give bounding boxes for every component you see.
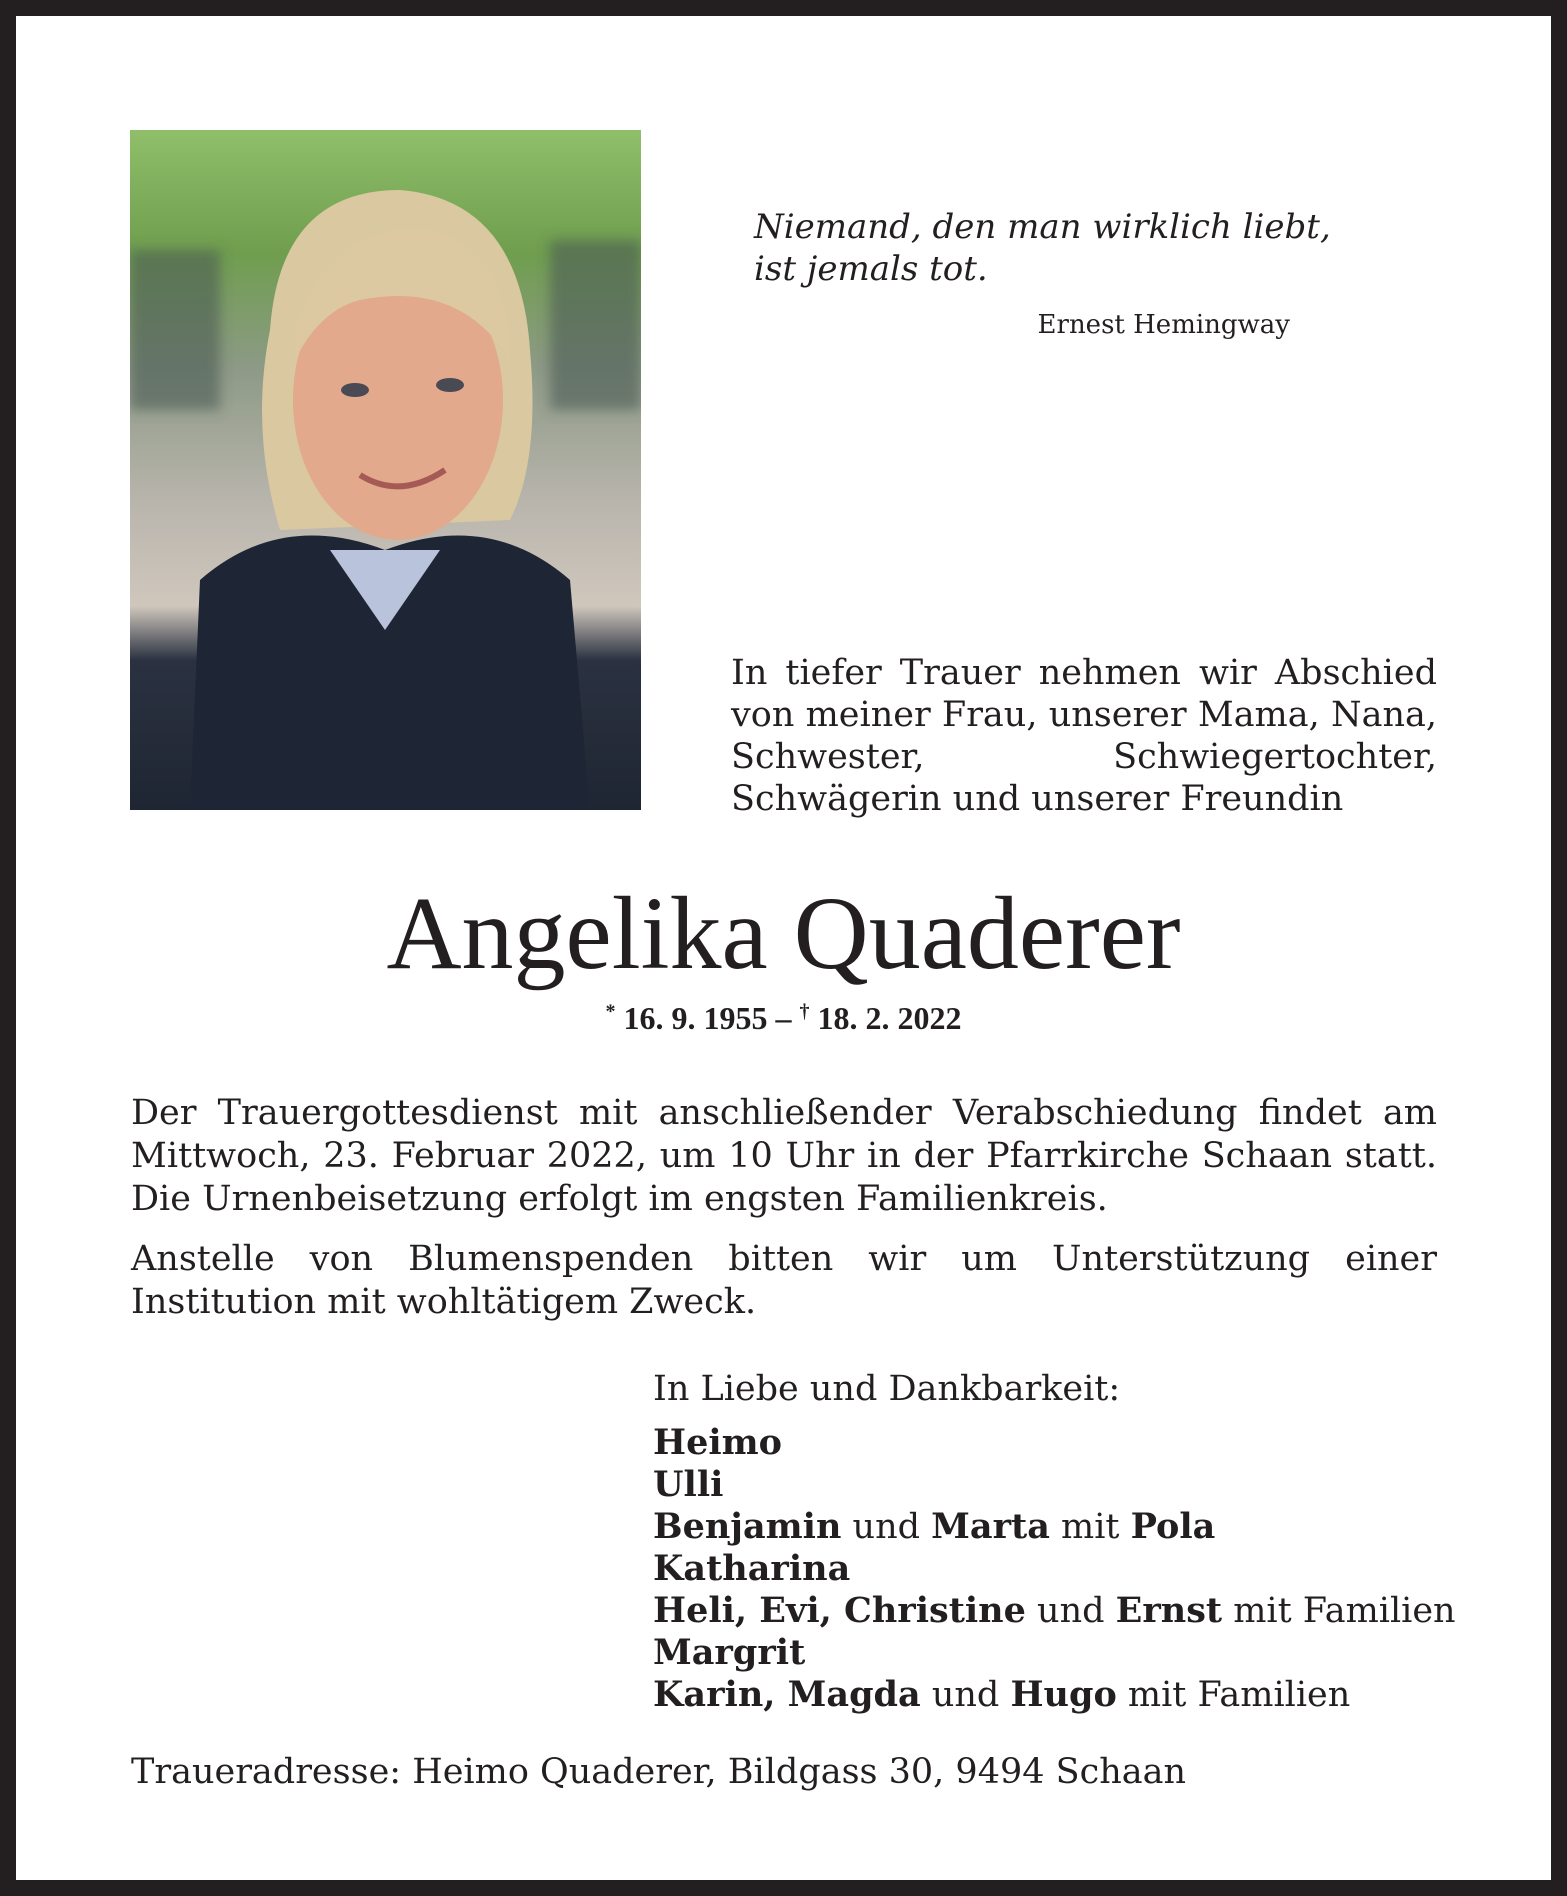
service-paragraph: Der Trauergottesdienst mit anschließender Verabschiedung findet am Mittwoch, 23. Februar 2022, um 10 Uhr in der Pfarrkirche Schaan statt. Die Urnenbeisetzung erfolgt im engsten Familienkreis. <box>131 1093 1437 1219</box>
signature-block <box>653 1368 1456 1716</box>
signature-line <box>653 1548 1456 1590</box>
deceased-name: Angelika Quaderer <box>386 876 1181 991</box>
mourning-address: Traueradresse: Heimo Quaderer, Bildgass 30, 9494 Schaan <box>131 1752 1187 1792</box>
family-name: Margrit <box>653 1632 806 1673</box>
signature-line <box>653 1422 1456 1464</box>
family-name: Katharina <box>653 1548 851 1589</box>
date-separator: – <box>775 1000 792 1036</box>
connector-text: mit Familien <box>1116 1675 1351 1715</box>
family-name: Benjamin <box>653 1506 842 1547</box>
connector-text: und <box>1025 1591 1116 1631</box>
death-date: 18. 2. 2022 <box>817 1000 962 1036</box>
signature-line <box>653 1632 1456 1674</box>
quote-line: ist jemals tot. <box>754 249 988 289</box>
family-name: Ernst <box>1115 1590 1223 1631</box>
connector-text: mit <box>1049 1507 1131 1547</box>
family-name: Heimo <box>653 1422 783 1463</box>
death-symbol: † <box>799 1000 810 1023</box>
signature-line <box>653 1506 1456 1548</box>
signature-line <box>653 1674 1456 1716</box>
connector-text: mit Familien <box>1222 1591 1456 1631</box>
signature-line <box>653 1590 1456 1632</box>
signature-line <box>653 1464 1456 1506</box>
family-name: Karin, Magda <box>653 1674 921 1715</box>
donation-paragraph: Anstelle von Blumenspenden bitten wir um Unterstützung einer Institution mit wohltätigem Zweck. <box>131 1239 1437 1322</box>
portrait-photo <box>130 130 641 810</box>
birth-date: 16. 9. 1955 <box>623 1000 768 1036</box>
birth-symbol: * <box>605 1000 616 1023</box>
signature-heading: In Liebe und Dankbarkeit: <box>653 1369 1121 1409</box>
family-name: Hugo <box>1010 1674 1117 1715</box>
family-name: Pola <box>1130 1506 1216 1547</box>
quote-author: Ernest Hemingway <box>1037 310 1290 340</box>
family-name: Marta <box>931 1506 1050 1547</box>
family-name: Ulli <box>653 1464 724 1505</box>
intro-text: In tiefer Trauer nehmen wir Abschied von meiner Frau, unserer Mama, Nana, Schwester, Schwiegertochter, Schwägerin und unserer Freundin <box>731 653 1437 819</box>
quote <box>754 206 1331 290</box>
connector-text: und <box>841 1507 932 1547</box>
connector-text: und <box>920 1675 1011 1715</box>
signature-names <box>653 1422 1456 1716</box>
quote-line: Niemand, den man wirklich liebt, <box>754 207 1331 247</box>
life-dates <box>16 1000 1551 1037</box>
obituary-page <box>16 16 1551 1880</box>
family-name: Heli, Evi, Christine <box>653 1590 1026 1631</box>
